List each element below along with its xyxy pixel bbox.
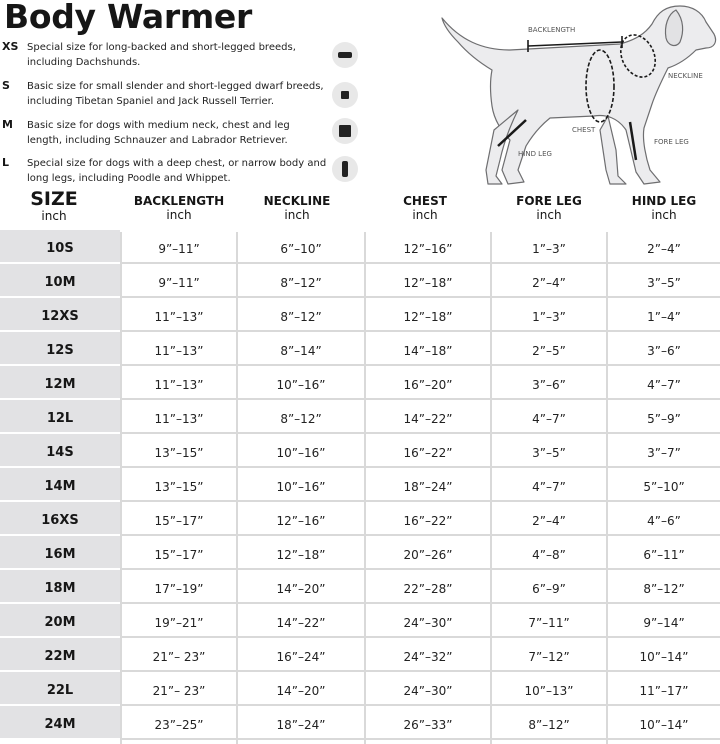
backlength-cell: 21”– 23” <box>122 672 236 706</box>
fore-leg-cell: 1”–3” <box>492 298 606 332</box>
fore-leg-cell: 4”–7” <box>492 468 606 502</box>
square-icon <box>332 118 358 144</box>
chest-cell: 12”–16” <box>366 230 490 264</box>
hind-leg-label: HIND LEG <box>518 150 552 158</box>
legend-description: Special size for long-backed and short-legged breeds, including Dachshunds. <box>27 42 296 68</box>
legend-code: S <box>2 79 10 92</box>
backlength-label: BACKLENGTH <box>528 26 576 34</box>
size-cell: 12S <box>0 332 120 366</box>
backlength-cell: 9”–11” <box>122 264 236 298</box>
header-label: BACKLENGTH <box>133 194 225 208</box>
hind-leg-cell: 1”–4” <box>608 298 720 332</box>
table-row <box>0 706 720 740</box>
legend-code: M <box>2 118 13 131</box>
fore-leg-cell: 4”–8” <box>492 536 606 570</box>
hind-leg-cell: 10”–14” <box>608 706 720 740</box>
small-square-icon <box>332 82 358 108</box>
header-label: HIND LEG <box>631 194 697 208</box>
fore-leg-cell: 4”–7” <box>492 400 606 434</box>
backlength-cell: 13”–15” <box>122 434 236 468</box>
table-row <box>0 468 720 502</box>
table-row <box>0 638 720 672</box>
neckline-cell: 10”–16” <box>238 434 364 468</box>
size-cell: 12XS <box>0 298 120 332</box>
table-row <box>0 298 720 332</box>
header-backlength <box>120 190 238 230</box>
fore-leg-cell: 2”–5” <box>492 332 606 366</box>
size-cell: 16XS <box>0 502 120 536</box>
column-divider <box>364 232 366 744</box>
legend-item-s <box>0 79 360 119</box>
fore-leg-cell: 3”–6” <box>492 366 606 400</box>
fore-leg-cell: 2”–4” <box>492 502 606 536</box>
fore-leg-cell: 6”–9” <box>492 570 606 604</box>
header-unit: inch <box>284 208 310 222</box>
size-cell: 12L <box>0 400 120 434</box>
column-divider <box>606 232 608 744</box>
fore-leg-cell: 7”–11” <box>492 604 606 638</box>
chest-cell: 12”–18” <box>366 264 490 298</box>
neckline-cell: 10”–16” <box>238 366 364 400</box>
size-cell: 12M <box>0 366 120 400</box>
column-divider <box>490 232 492 744</box>
chest-cell: 26”–33” <box>366 706 490 740</box>
table-row <box>0 434 720 468</box>
hind-leg-cell: 11”–17” <box>608 672 720 706</box>
backlength-cell: 9”–11” <box>122 230 236 264</box>
hind-leg-cell: 3”–6” <box>608 332 720 366</box>
header-label: SIZE <box>30 188 78 210</box>
backlength-cell: 13”–15” <box>122 468 236 502</box>
table-row <box>0 570 720 604</box>
backlength-cell: 11”–13” <box>122 298 236 332</box>
fore-leg-cell: 3”–5” <box>492 434 606 468</box>
size-cell: 20M <box>0 604 120 638</box>
legend-code: L <box>2 156 10 169</box>
neckline-cell: 6”–10” <box>238 230 364 264</box>
legend-code: XS <box>2 40 19 53</box>
hind-leg-cell: 5”–9” <box>608 400 720 434</box>
header-label: FORE LEG <box>516 194 582 208</box>
fore-leg-cell: 7”–12” <box>492 638 606 672</box>
fore-leg-label: FORE LEG <box>654 138 689 146</box>
neckline-cell: 8”–12” <box>238 264 364 298</box>
table-row <box>0 672 720 706</box>
hind-leg-cell: 3”–5” <box>608 264 720 298</box>
size-cell: 22M <box>0 638 120 672</box>
hind-leg-cell: 9”–14” <box>608 604 720 638</box>
neckline-cell: 8”–14” <box>238 332 364 366</box>
hind-leg-cell: 8”–12” <box>608 570 720 604</box>
table-row <box>0 536 720 570</box>
size-cell: 14S <box>0 434 120 468</box>
size-cell: 10M <box>0 264 120 298</box>
column-divider <box>120 232 122 744</box>
legend-item-xs <box>0 40 360 80</box>
backlength-cell: 15”–17” <box>122 536 236 570</box>
header-unit: inch <box>651 208 677 222</box>
chest-cell: 16”–20” <box>366 366 490 400</box>
chest-label: CHEST <box>572 126 596 134</box>
size-cell: 10S <box>0 230 120 264</box>
table-row <box>0 230 720 264</box>
header-unit: inch <box>412 208 438 222</box>
table-row <box>0 502 720 536</box>
size-cell: 14M <box>0 468 120 502</box>
header-neckline <box>238 190 356 230</box>
chest-cell: 14”–18” <box>366 332 490 366</box>
backlength-cell: 11”–13” <box>122 332 236 366</box>
chest-cell: 24”–30” <box>366 604 490 638</box>
chest-cell: 22”–28” <box>366 570 490 604</box>
legend-description: Basic size for dogs with medium neck, chest and leg length, including Schnauzer and Labrador Retriever. <box>27 120 290 146</box>
header-hind-leg <box>608 190 720 230</box>
chest-cell: 14”–22” <box>366 400 490 434</box>
chest-cell: 18”–24” <box>366 468 490 502</box>
size-cell: 22L <box>0 672 120 706</box>
header-label: NECKLINE <box>263 194 331 208</box>
dog-measurement-diagram <box>430 0 720 190</box>
hind-leg-cell: 5”–10” <box>608 468 720 502</box>
size-cell: 24M <box>0 706 120 740</box>
fore-leg-cell: 2”–4” <box>492 264 606 298</box>
size-cell: 16M <box>0 536 120 570</box>
legend-description: Basic size for small slender and short-legged dwarf breeds, including Tibetan Spaniel and Jack Russell Terrier. <box>27 81 324 107</box>
page-title: Body Warmer <box>4 0 252 36</box>
neckline-cell: 16”–24” <box>238 638 364 672</box>
hind-leg-cell: 2”–4” <box>608 230 720 264</box>
hind-leg-cell: 10”–14” <box>608 638 720 672</box>
header-unit: inch <box>41 209 67 223</box>
backlength-cell: 15”–17” <box>122 502 236 536</box>
table-row <box>0 264 720 298</box>
chest-cell: 24”–32” <box>366 638 490 672</box>
tall-bar-icon <box>332 156 358 182</box>
hind-leg-cell: 4”–6” <box>608 502 720 536</box>
table-row <box>0 366 720 400</box>
neckline-cell: 10”–16” <box>238 468 364 502</box>
header-chest <box>364 190 486 230</box>
hind-leg-cell: 4”–7” <box>608 366 720 400</box>
neckline-cell: 14”–20” <box>238 570 364 604</box>
header-unit: inch <box>536 208 562 222</box>
backlength-cell: 21”– 23” <box>122 638 236 672</box>
table-row <box>0 400 720 434</box>
column-divider <box>236 232 238 744</box>
backlength-cell: 23”–25” <box>122 706 236 740</box>
neckline-cell: 18”–24” <box>238 706 364 740</box>
wide-bar-icon <box>332 42 358 68</box>
neckline-cell: 14”–22” <box>238 604 364 638</box>
neckline-cell: 12”–16” <box>238 502 364 536</box>
fore-leg-cell: 1”–3” <box>492 230 606 264</box>
size-cell: 18M <box>0 570 120 604</box>
chest-cell: 24”–30” <box>366 672 490 706</box>
chest-cell: 12”–18” <box>366 298 490 332</box>
neckline-label: NECKLINE <box>668 72 703 80</box>
dog-silhouette-icon <box>442 6 716 184</box>
fore-leg-cell: 8”–12” <box>492 706 606 740</box>
table-row <box>0 604 720 638</box>
header-unit: inch <box>166 208 192 222</box>
neckline-cell: 8”–12” <box>238 298 364 332</box>
neckline-cell: 14”–20” <box>238 672 364 706</box>
chest-cell: 20”–26” <box>366 536 490 570</box>
neckline-cell: 8”–12” <box>238 400 364 434</box>
backlength-cell: 11”–13” <box>122 366 236 400</box>
hind-leg-cell: 6”–11” <box>608 536 720 570</box>
legend-item-m <box>0 118 360 158</box>
header-size <box>6 190 102 230</box>
neckline-cell: 12”–18” <box>238 536 364 570</box>
backlength-cell: 17”–19” <box>122 570 236 604</box>
header-label: CHEST <box>403 194 447 208</box>
legend-description: Special size for dogs with a deep chest, or narrow body and long legs, including Poodle and Whippet. <box>27 158 327 184</box>
backlength-cell: 19”–21” <box>122 604 236 638</box>
hind-leg-cell: 3”–7” <box>608 434 720 468</box>
table-row <box>0 332 720 366</box>
backlength-cell: 11”–13” <box>122 400 236 434</box>
header-fore-leg <box>490 190 608 230</box>
chest-cell: 16”–22” <box>366 502 490 536</box>
fore-leg-cell: 10”–13” <box>492 672 606 706</box>
chest-cell: 16”–22” <box>366 434 490 468</box>
